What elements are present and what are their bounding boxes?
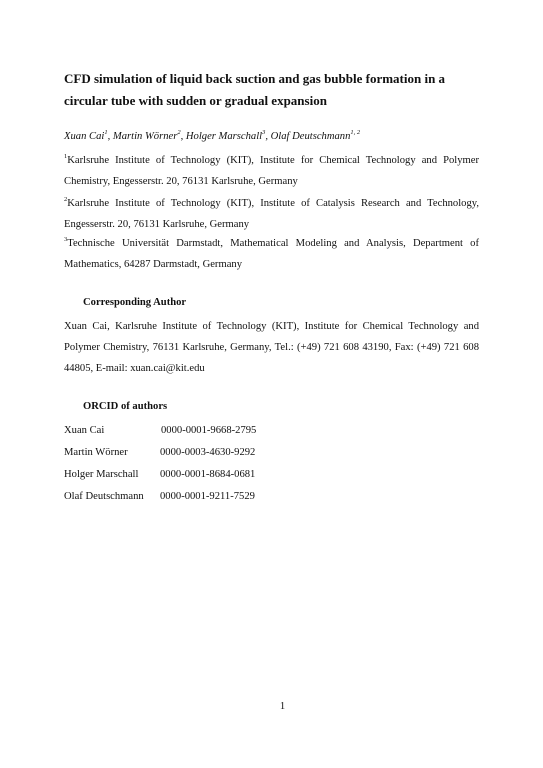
author-separator: , (265, 131, 271, 142)
corresponding-author-details (64, 316, 479, 379)
orcid-id: 0000-0003-4630-9292 (160, 447, 256, 458)
author-name: Martin Wörner (112, 131, 178, 142)
orcid-entry (64, 420, 304, 442)
orcid-entry (64, 442, 304, 464)
author-list (64, 131, 360, 142)
affiliation-number: 3 (64, 236, 68, 243)
author-separator: , (180, 131, 186, 142)
orcid-author-name: Holger Marschall (64, 469, 139, 480)
orcid-id: 0000-0001-9211-7529 (160, 491, 255, 502)
author-separator: , (107, 131, 113, 142)
affiliation (64, 193, 479, 235)
paper-title: CFD simulation of liquid back suction and gas bubble formation in a circular tube with sudden or gradual expansion (64, 71, 446, 108)
corresponding-author-heading: Corresponding Author (83, 297, 187, 308)
orcid-author-name: Martin Wörner (64, 447, 128, 458)
author-name: Xuan Cai (64, 131, 105, 142)
affiliation-text: Technische Universität Darmstadt, Mathematical Modeling and Analysis, Department of Mathematics, 64287 Darmstadt, Germany (64, 238, 479, 270)
author-affiliation-mark: 1 (104, 129, 108, 136)
orcid-author-name: Olaf Deutschmann (64, 491, 144, 502)
orcid-list (64, 420, 304, 508)
page-number: 1 (279, 701, 286, 712)
affiliation-text: Karlsruhe Institute of Technology (KIT), Institute for Chemical Technology and Polymer Chemistry, Engesserstr. 20, 76131 Karlsruhe, Germany (64, 155, 479, 187)
orcid-entry (64, 464, 304, 486)
orcid-author-name: Xuan Cai (64, 425, 105, 436)
affiliation-text: Karlsruhe Institute of Technology (KIT), Institute of Catalysis Research and Technology, Engesserstr. 20, 76131 Karlsruhe, Germany (64, 198, 479, 230)
orcid-heading: ORCID of authors (83, 401, 168, 412)
orcid-id: 0000-0001-9668-2795 (161, 425, 257, 436)
orcid-id: 0000-0001-8684-0681 (160, 469, 256, 480)
affiliation-number: 1 (64, 153, 68, 160)
affiliation (64, 233, 479, 275)
author-name: Olaf Deutschmann (270, 131, 351, 142)
affiliation (64, 150, 479, 192)
author-affiliation-mark: 1, 2 (350, 129, 361, 136)
author-name: Holger Marschall (185, 131, 263, 142)
orcid-entry (64, 486, 304, 508)
affiliation-number: 2 (64, 196, 68, 203)
corresponding-author-text: Xuan Cai, Karlsruhe Institute of Technology (KIT), Institute for Chemical Technology and Polymer Chemistry, 76131 Karlsruhe, Germany, Tel.: (+49) 721 608 43190, Fax: (+49) 721 608 44805, E-mail: xuan.cai@kit.edu (64, 321, 479, 374)
author-affiliation-mark: 3 (262, 129, 266, 136)
author-affiliation-mark: 2 (177, 129, 181, 136)
